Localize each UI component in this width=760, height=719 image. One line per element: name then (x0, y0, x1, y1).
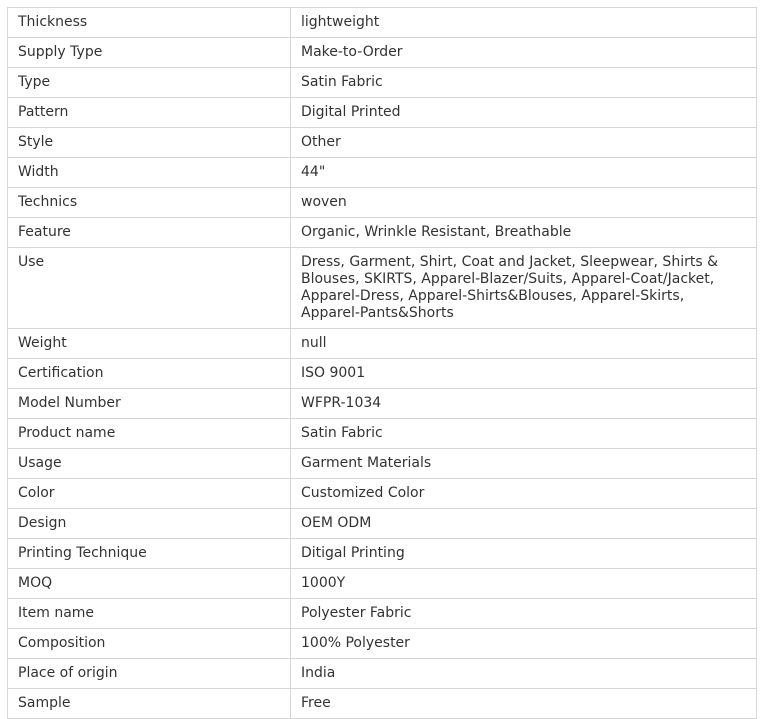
spec-value-color: Customized Color (291, 479, 757, 509)
spec-label-certification: Certification (8, 359, 291, 389)
spec-value-weight: null (291, 329, 757, 359)
spec-label-pattern: Pattern (8, 98, 291, 128)
spec-value-style: Other (291, 128, 757, 158)
spec-value-width: 44" (291, 158, 757, 188)
table-row (8, 158, 757, 188)
spec-value-technics: woven (291, 188, 757, 218)
table-row (8, 419, 757, 449)
spec-value-item-name: Polyester Fabric (291, 599, 757, 629)
spec-label-weight: Weight (8, 329, 291, 359)
spec-label-use: Use (8, 248, 291, 329)
spec-value-certification: ISO 9001 (291, 359, 757, 389)
spec-label-place-of-origin: Place of origin (8, 659, 291, 689)
spec-value-place-of-origin: India (291, 659, 757, 689)
spec-label-item-name: Item name (8, 599, 291, 629)
spec-label-sample: Sample (8, 689, 291, 719)
spec-label-design: Design (8, 509, 291, 539)
spec-label-printing-technique: Printing Technique (8, 539, 291, 569)
table-row (8, 569, 757, 599)
spec-value-product-name: Satin Fabric (291, 419, 757, 449)
table-row (8, 599, 757, 629)
table-row (8, 128, 757, 158)
spec-label-supply-type: Supply Type (8, 38, 291, 68)
spec-label-feature: Feature (8, 218, 291, 248)
spec-value-supply-type: Make-to-Order (291, 38, 757, 68)
table-row (8, 359, 757, 389)
table-row (8, 659, 757, 689)
spec-label-color: Color (8, 479, 291, 509)
table-row (8, 248, 757, 329)
spec-label-composition: Composition (8, 629, 291, 659)
table-row (8, 389, 757, 419)
table-row (8, 68, 757, 98)
product-spec-table (7, 7, 757, 719)
spec-value-type: Satin Fabric (291, 68, 757, 98)
spec-value-composition: 100% Polyester (291, 629, 757, 659)
spec-value-sample: Free (291, 689, 757, 719)
spec-value-model-number: WFPR-1034 (291, 389, 757, 419)
table-row (8, 218, 757, 248)
table-row (8, 689, 757, 719)
spec-value-use: Dress, Garment, Shirt, Coat and Jacket, Sleepwear, Shirts & Blouses, SKIRTS, Apparel-Blazer/Suits, Apparel-Coat/Jacket, Apparel-Dress, Apparel-Shirts&Blouses, Apparel-Skirts, Apparel-Pants&Shorts (291, 248, 757, 329)
spec-label-moq: MOQ (8, 569, 291, 599)
table-row (8, 8, 757, 38)
spec-label-usage: Usage (8, 449, 291, 479)
table-row (8, 38, 757, 68)
table-row (8, 509, 757, 539)
table-row (8, 539, 757, 569)
spec-label-type: Type (8, 68, 291, 98)
spec-label-technics: Technics (8, 188, 291, 218)
spec-value-moq: 1000Y (291, 569, 757, 599)
spec-value-feature: Organic, Wrinkle Resistant, Breathable (291, 218, 757, 248)
spec-value-pattern: Digital Printed (291, 98, 757, 128)
spec-value-thickness: lightweight (291, 8, 757, 38)
table-row (8, 479, 757, 509)
table-row (8, 98, 757, 128)
spec-label-style: Style (8, 128, 291, 158)
spec-value-usage: Garment Materials (291, 449, 757, 479)
table-row (8, 188, 757, 218)
spec-value-design: OEM ODM (291, 509, 757, 539)
spec-value-printing-technique: Ditigal Printing (291, 539, 757, 569)
table-row (8, 629, 757, 659)
spec-label-product-name: Product name (8, 419, 291, 449)
spec-table-body (8, 8, 757, 719)
table-row (8, 449, 757, 479)
spec-label-model-number: Model Number (8, 389, 291, 419)
spec-label-thickness: Thickness (8, 8, 291, 38)
table-row (8, 329, 757, 359)
spec-label-width: Width (8, 158, 291, 188)
